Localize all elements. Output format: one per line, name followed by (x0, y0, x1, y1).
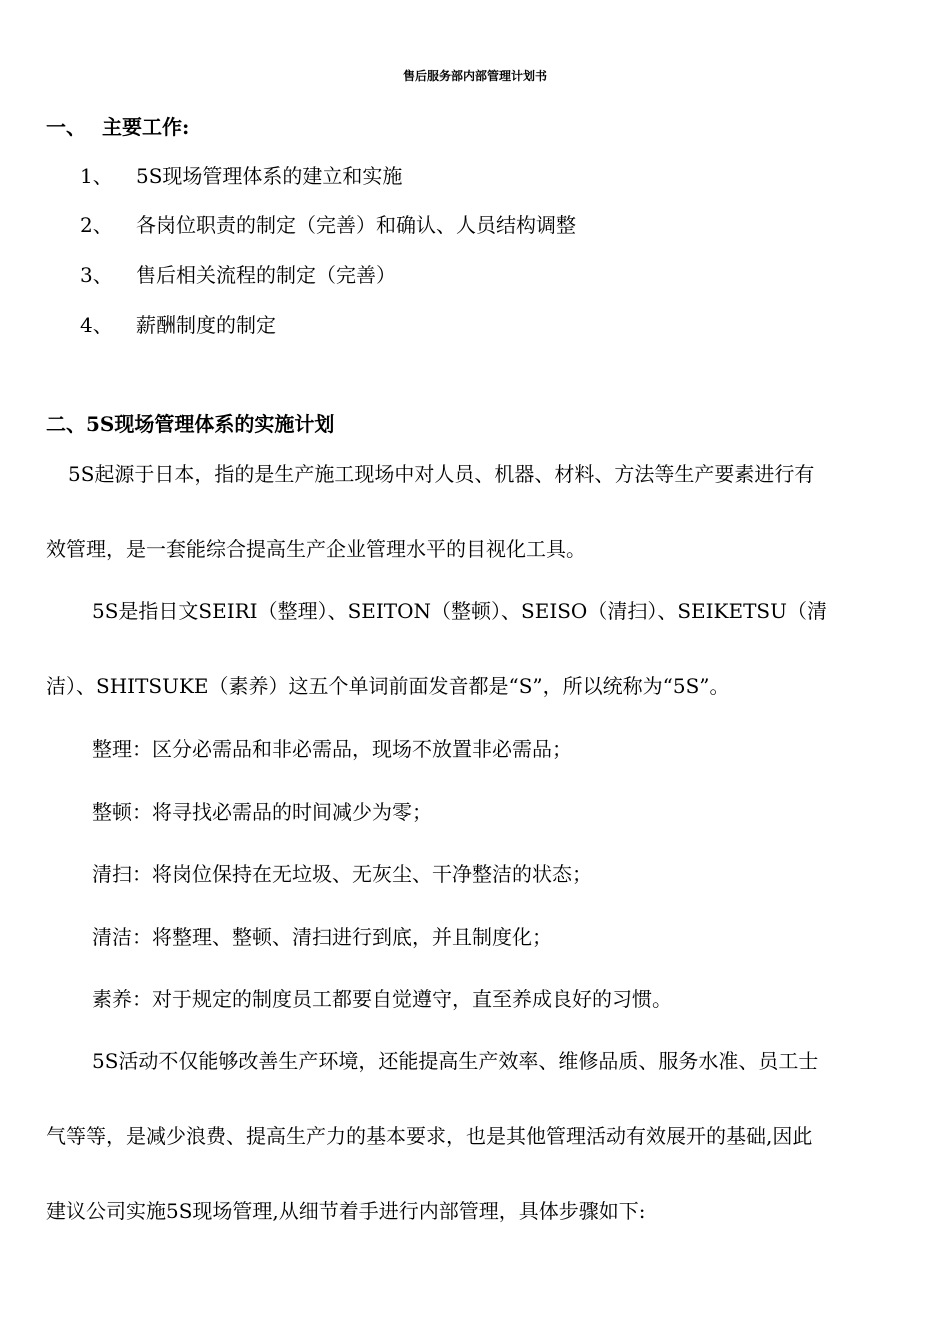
list-item-number: 2、 (80, 213, 113, 237)
list-item-text: 薪酬制度的制定 (136, 313, 276, 337)
list-item-number: 4、 (80, 313, 113, 337)
list-item-number: 1、 (80, 164, 113, 188)
list-item (80, 313, 276, 337)
definition-line: 清扫：将岗位保持在无垃圾、无灰尘、干净整洁的状态； (92, 862, 592, 886)
page-title: 售后服务部内部管理计划书 (402, 69, 547, 83)
paragraph-line: 5S活动不仅能够改善生产环境，还能提高生产效率、维修品质、服务水准、员工士 (92, 1049, 819, 1073)
section1-heading (46, 115, 189, 139)
list-item (80, 263, 396, 287)
definition-line: 素养：对于规定的制度员工都要自觉遵守，直至养成良好的习惯。 (92, 987, 672, 1011)
definition-line: 整顿：将寻找必需品的时间减少为零； (92, 800, 432, 824)
section2-heading: 二、5S现场管理体系的实施计划 (46, 412, 335, 436)
paragraph-line: 洁）、SHITSUKE（素养）这五个单词前面发音都是“S”，所以统称为“5S”。 (46, 674, 730, 698)
paragraph-line: 气等等，是减少浪费、提高生产力的基本要求，也是其他管理活动有效展开的基础,因此 (46, 1124, 813, 1148)
section1-title: 主要工作: (102, 115, 190, 139)
list-item (80, 213, 576, 237)
definition-line: 清洁：将整理、整顿、清扫进行到底，并且制度化； (92, 925, 552, 949)
paragraph-line: 效管理，是一套能综合提高生产企业管理水平的目视化工具。 (46, 537, 586, 561)
list-item-text: 5S现场管理体系的建立和实施 (136, 164, 403, 188)
section1-number: 一、 (46, 115, 86, 139)
list-item (80, 164, 402, 188)
list-item-number: 3、 (80, 263, 113, 287)
list-item-text: 售后相关流程的制定（完善） (136, 263, 396, 287)
definition-line: 整理：区分必需品和非必需品，现场不放置非必需品； (92, 737, 572, 761)
list-item-text: 各岗位职责的制定（完善）和确认、人员结构调整 (136, 213, 576, 237)
paragraph-line: 5S是指日文SEIRI（整理）、SEITON（整顿）、SEISO（清扫）、SEIKETSU（清 (92, 599, 827, 623)
paragraph-line: 建议公司实施5S现场管理,从细节着手进行内部管理，具体步骤如下: (46, 1199, 646, 1223)
paragraph-line: 5S起源于日本，指的是生产施工现场中对人员、机器、材料、方法等生产要素进行有 (68, 462, 815, 486)
